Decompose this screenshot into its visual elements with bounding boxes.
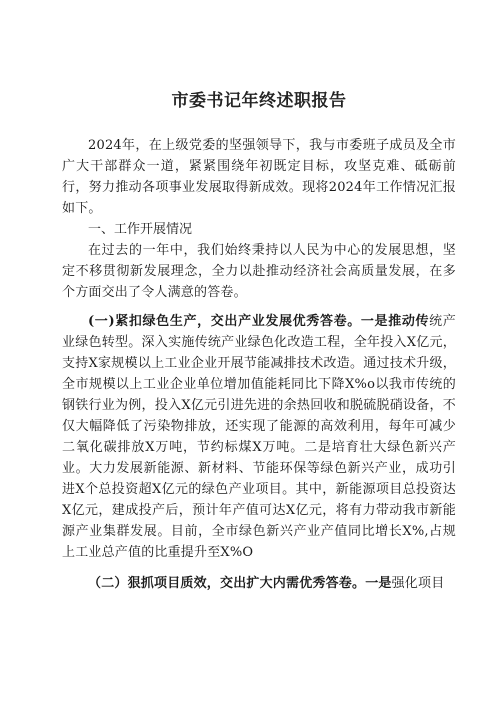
intro-paragraph: 2024年，在上级党委的坚强领导下，我与市委班子成员及全市广大干部群众一道，紧紧围绕年初既定目标，攻坚克难、砥砺前行，努力推动各项事业发展取得新成效。现将2024年工作情况汇报如下。 (62, 138, 456, 216)
document-title: 市委书记年终述职报告 (171, 91, 347, 111)
subsection-paragraph-1 (62, 311, 456, 563)
section-heading: 一、工作开展情况 (88, 222, 193, 237)
subsection-paragraph-2 (62, 573, 456, 594)
section-paragraph: 在过去的一年中，我们始终秉持以人民为中心的发展思想，坚定不移贯彻新发展理念，全力以赴推动经济社会高质量发展，在多个方面交出了令人满意的答卷。 (62, 243, 456, 300)
subsection-body-1: 统产业绿色转型。深入实施传统产业绿色化改造工程，全年投入X亿元，支持X家规模以上工业企业开展节能减排技术改造。通过技术升级，全市规模以上工业企业单位增加值能耗同比下降X%o以我市传统的钢铁行业为例，投入X亿元引进先进的余热回收和脱硫脱硝设备，不仅大幅降低了污染物排放，还实现了能源的高效利用，每年可减少二氧化碳排放X万吨，节约标煤X万吨。二是培育壮大绿色新兴产业。大力发展新能源、新材料、节能环保等绿色新兴产业，成功引进X个总投资超X亿元的绿色产业项目。其中，新能源项目总投资达X亿元，建成投产后，预计年产值可达X亿元，将有力带动我市新能源产业集群发展。目前，全市绿色新兴产业产值同比增长X%,占规上工业总产值的比重提升至X%O (62, 314, 456, 560)
subsection-heading-1: (一)紧扣绿色生产，交出产业发展优秀答卷。一是推动传 (88, 314, 430, 329)
subsection-heading-2: （二）狠抓项目质效，交出扩大内需优秀答卷。一是 (88, 576, 392, 591)
subsection-body-2: 强化项目 (391, 576, 445, 591)
